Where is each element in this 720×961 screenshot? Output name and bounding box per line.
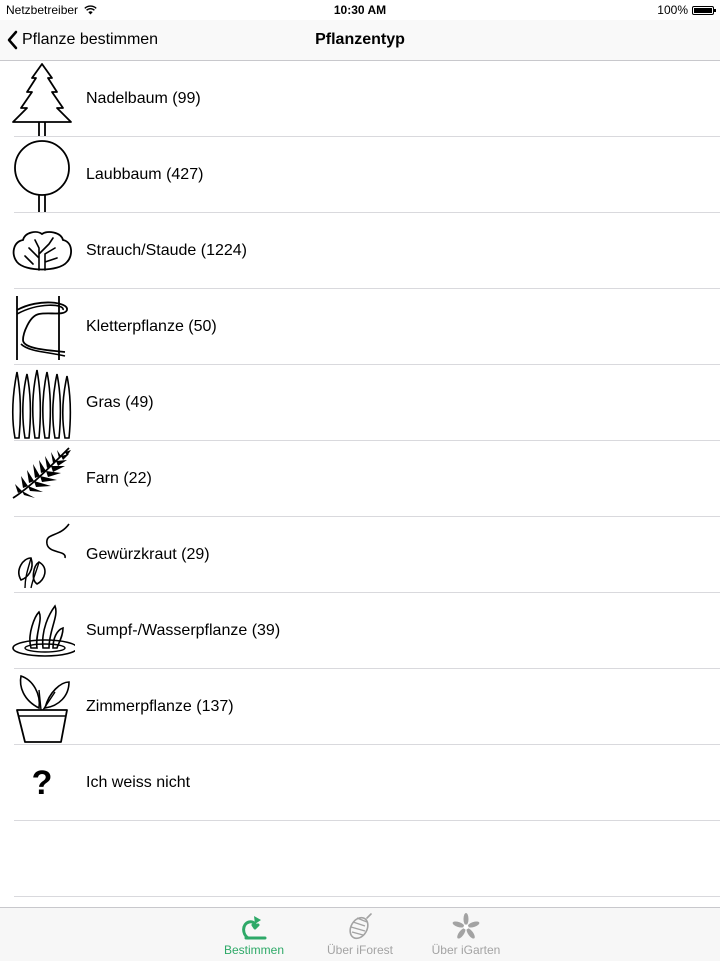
list-item-nadelbaum[interactable]	[0, 61, 720, 137]
flower-icon	[451, 912, 481, 942]
navigation-bar	[0, 20, 720, 61]
back-button[interactable]	[6, 20, 158, 60]
grass-icon	[4, 365, 80, 441]
list-item-label: Gewürzkraut (29)	[86, 546, 210, 563]
list-item-kletterpflanze[interactable]	[0, 289, 720, 365]
climbing-plant-icon	[4, 289, 80, 365]
back-button-label: Pflanze bestimmen	[22, 31, 159, 48]
shrub-icon	[4, 213, 80, 289]
list-item-label: Ich weiss nicht	[86, 774, 191, 791]
pine-cone-icon	[345, 912, 375, 942]
list-item-label: Strauch/Staude (1224)	[86, 242, 247, 259]
status-bar	[0, 0, 720, 20]
carrier-name: Netzbetreiber	[6, 3, 79, 17]
list-item-strauch[interactable]	[0, 213, 720, 289]
list-item-sumpfpflanze[interactable]	[0, 593, 720, 669]
chevron-left-icon	[6, 30, 18, 50]
tab-label: Bestimmen	[223, 943, 285, 957]
identify-arrow-icon	[239, 912, 269, 942]
list-item-zimmerpflanze[interactable]	[0, 669, 720, 745]
list-item-label: Nadelbaum (99)	[86, 90, 201, 107]
water-plant-icon	[4, 593, 80, 669]
list-item-label: Gras (49)	[86, 394, 154, 411]
list-item-label: Kletterpflanze (50)	[86, 318, 217, 335]
battery-icon	[692, 6, 714, 15]
status-right	[657, 3, 714, 17]
fern-icon	[4, 441, 80, 517]
list-item-label: Sumpf-/Wasserpflanze (39)	[86, 622, 281, 639]
tab-ueber-igarten[interactable]	[428, 908, 504, 961]
tab-bar	[0, 907, 720, 961]
houseplant-icon	[4, 669, 80, 745]
battery-percent: 100%	[657, 3, 688, 17]
list-item-label: Zimmerpflanze (137)	[86, 698, 234, 715]
list-item-label: Laubbaum (427)	[86, 166, 204, 183]
deciduous-tree-icon	[4, 137, 80, 213]
question-mark-glyph: ?	[31, 763, 53, 802]
question-mark-icon	[4, 745, 80, 821]
conifer-icon	[4, 61, 80, 137]
list-item-laubbaum[interactable]	[0, 137, 720, 213]
page-title: Pflanzentyp	[315, 31, 405, 48]
plant-type-list	[0, 61, 720, 897]
empty-list-row	[0, 821, 720, 897]
list-item-farn[interactable]	[0, 441, 720, 517]
tab-label: Über iForest	[326, 943, 394, 957]
list-item-gras[interactable]	[0, 365, 720, 441]
herb-icon	[4, 517, 80, 593]
tab-label: Über iGarten	[431, 943, 501, 957]
list-item-gewuerzkraut[interactable]	[0, 517, 720, 593]
status-time: 10:30 AM	[333, 3, 387, 17]
battery-fill	[694, 8, 712, 13]
tab-ueber-iforest[interactable]	[322, 908, 398, 961]
list-item-unknown[interactable]	[0, 745, 720, 821]
tab-bestimmen[interactable]	[216, 908, 292, 961]
list-item-label: Farn (22)	[86, 470, 152, 487]
